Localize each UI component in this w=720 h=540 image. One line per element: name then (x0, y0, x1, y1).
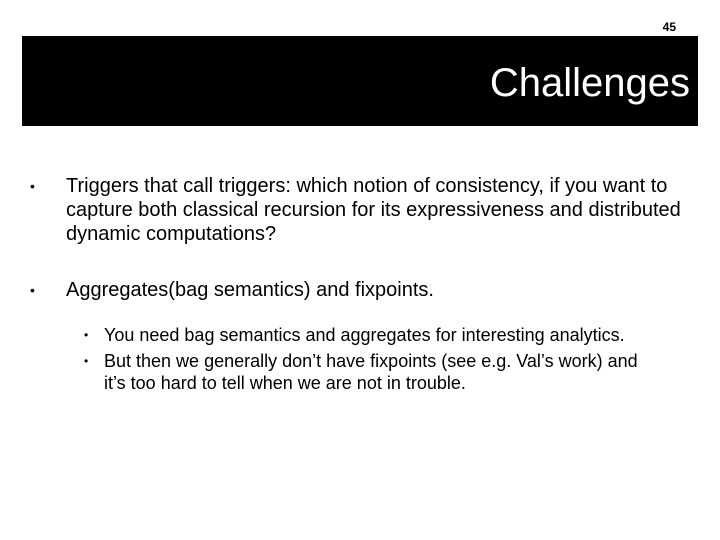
sub-bullet-dot: • (84, 328, 89, 342)
bullet-item (0, 174, 686, 246)
slide-title: Challenges (489, 61, 690, 105)
title-bar (22, 36, 698, 126)
bullet-dot: • (30, 282, 35, 298)
sub-bullet-dot: • (84, 354, 89, 368)
sub-bullet-item (0, 324, 664, 346)
sub-bullet-text: But then we generally don’t have fixpoints (see e.g. Val’s work) and it’s too hard to tell when we are not in trouble. (104, 351, 638, 393)
bullet-text: Aggregates(bag semantics) and fixpoints. (66, 279, 434, 301)
bullet-text: Triggers that call triggers: which notion of consistency, if you want to capture both classical recursion for its expressiveness and distributed dynamic computations? (66, 175, 681, 245)
bullet-dot: • (30, 178, 35, 194)
sub-bullet-list (66, 324, 686, 394)
sub-bullet-text: You need bag semantics and aggregates for interesting analytics. (104, 325, 625, 345)
sub-bullet-item (0, 350, 664, 394)
page-number: 45 (662, 20, 676, 34)
bullet-item (0, 278, 686, 394)
slide-content (0, 174, 720, 394)
